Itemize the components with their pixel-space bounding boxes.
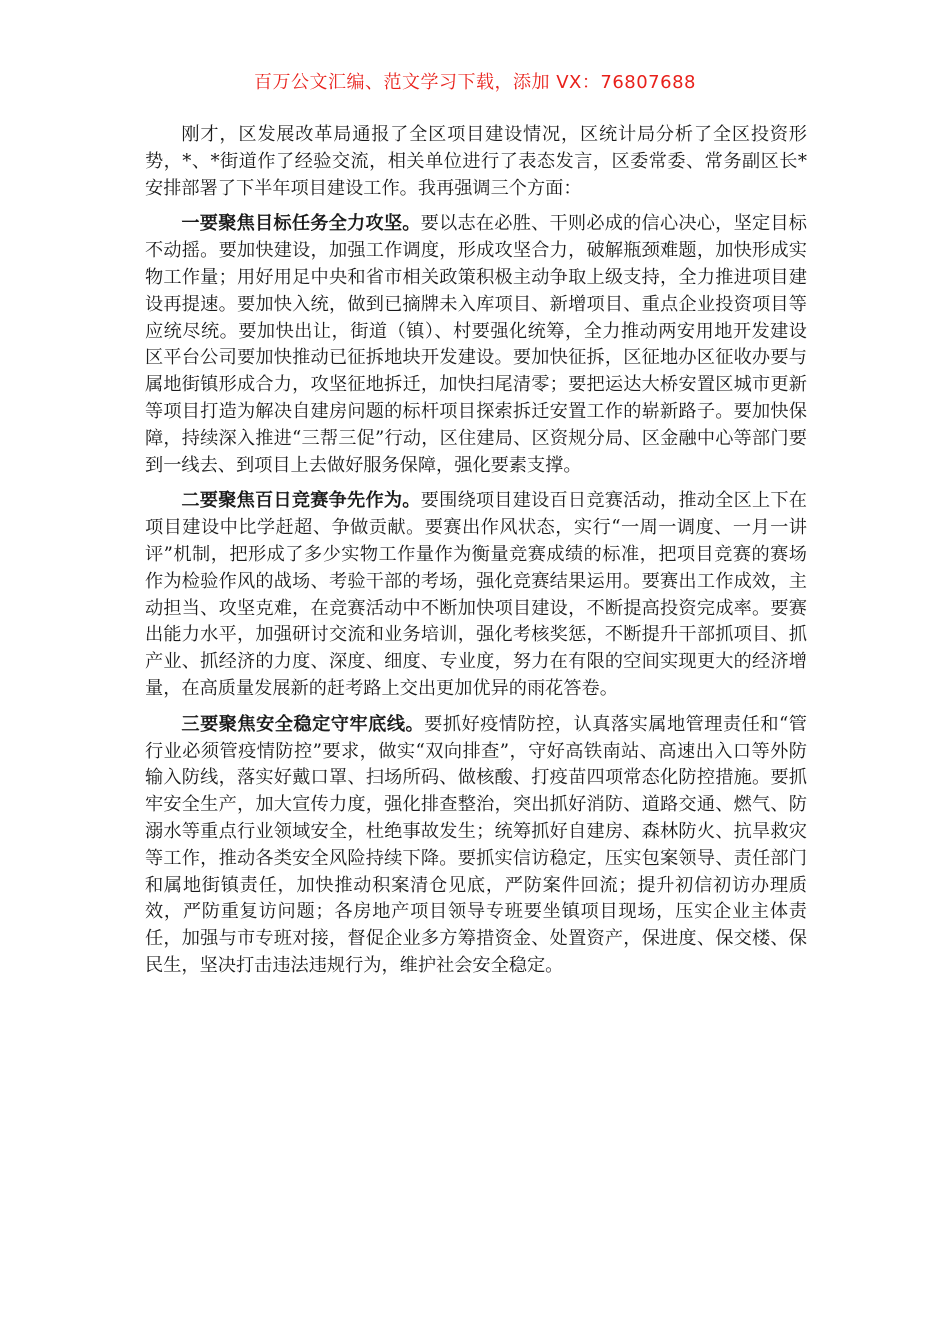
section-three-heading: 三要聚焦安全稳定守牢底线。	[181, 713, 425, 735]
section-two-heading: 二要聚焦百日竞赛争先作为。	[181, 490, 421, 512]
section-one-heading: 一要聚焦目标任务全力攻坚。	[181, 213, 421, 235]
section-one-paragraph	[145, 211, 807, 479]
section-one-text: 要以志在必胜、干则必成的信心决心，坚定目标不动摇。要加快建设，加强工作调度，形成攻坚合力，破解瓶颈难题，加快形成实物工作量；用好用足中央和省市相关政策积极主动争取上级支持，全力推进项目建设再提速。要加快入统，做到已摘牌未入库项目、新增项目、重点企业投资项目等应统尽统。要加快出让，街道（镇）、村要强化统筹，全力推动两安用地开发建设区平台公司要加快推动已征拆地块开发建设。要加快征拆，区征地办区征收办要与属地街镇形成合力，攻坚征地拆迁，加快扫尾清零；要把运达大桥安置区城市更新等项目打造为解决自建房问题的标杆项目探索拆迁安置工作的崭新路子。要加快保障，持续深入推进“三帮三促”行动，区住建局、区资规分局、区金融中心等部门要到一线去、到项目上去做好服务保障，强化要素支撑。	[145, 213, 807, 476]
section-two-text: 要围绕项目建设百日竞赛活动，推动全区上下在项目建设中比学赶超、争做贡献。要赛出作风状态，实行“一周一调度、一月一讲评”机制，把形成了多少实物工作量作为衡量竞赛成绩的标准，把项目竞赛的赛场作为检验作风的战场、考验干部的考场，强化竞赛结果运用。要赛出工作成效，主动担当、攻坚克难，在竞赛活动中不断加快项目建设，不断提高投资完成率。要赛出能力水平，加强研讨交流和业务培训，强化考核奖惩，不断提升干部抓项目、抓产业、抓经济的力度、深度、细度、专业度，努力在有限的空间实现更大的经济增量，在高质量发展新的赶考路上交出更加优异的雨花答卷。	[145, 490, 807, 699]
document-body	[145, 122, 807, 989]
section-three-paragraph	[145, 712, 807, 980]
section-two-paragraph	[145, 488, 807, 702]
download-watermark-header: 百万公文汇编、范文学习下载，添加 VX：76807688	[254, 72, 696, 93]
intro-paragraph: 刚才，区发展改革局通报了全区项目建设情况，区统计局分析了全区投资形势，*、*街道作了经验交流，相关单位进行了表态发言，区委常委、常务副区长*安排部署了下半年项目建设工作。我再强调三个方面：	[145, 124, 807, 199]
section-three-text: 要抓好疫情防控，认真落实属地管理责任和“管行业必须管疫情防控”要求，做实“双向排查”，守好高铁南站、高速出入口等外防输入防线，落实好戴口罩、扫场所码、做核酸、打疫苗四项常态化防控措施。要抓牢安全生产，加大宣传力度，强化排查整治，突出抓好消防、道路交通、燃气、防溺水等重点行业领域安全，杜绝事故发生；统筹抓好自建房、森林防火、抗旱救灾等工作，推动各类安全风险持续下降。要抓实信访稳定，压实包案领导、责任部门和属地街镇责任，加快推动积案清仓见底，严防案件回流；提升初信初访办理质效，严防重复访问题；各房地产项目领导专班要坐镇项目现场，压实企业主体责任，加强与市专班对接，督促企业多方筹措资金、处置资产，保进度、保交楼、保民生，坚决打击违法违规行为，维护社会安全稳定。	[145, 713, 807, 976]
